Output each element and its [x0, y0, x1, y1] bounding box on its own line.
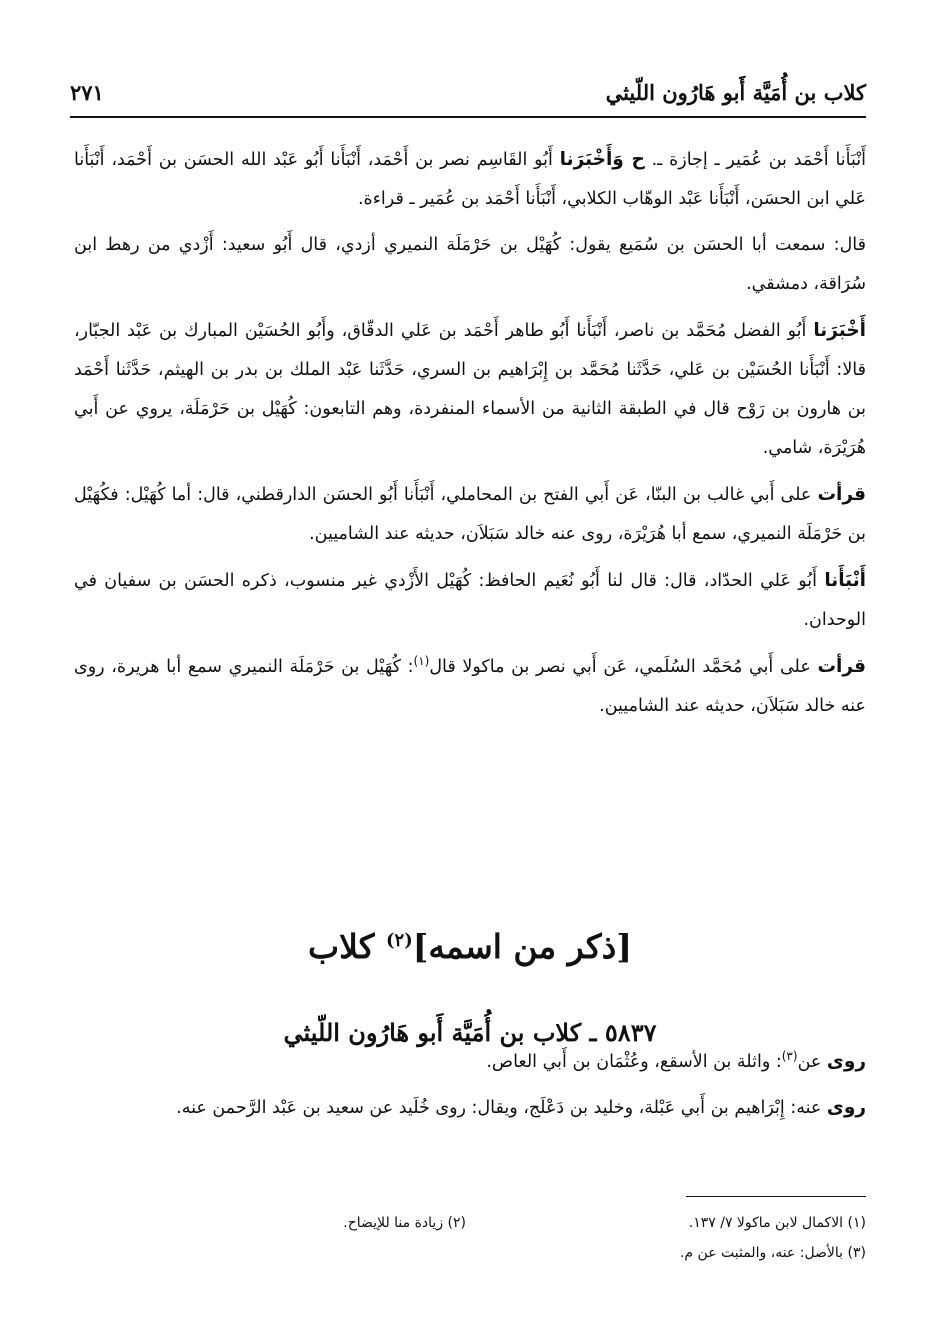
isnad-keyword: قرأت [817, 656, 866, 677]
footnote-ref-2[interactable]: (٢) [386, 930, 413, 952]
narrated-by-label: روى [826, 1097, 866, 1118]
paragraph [74, 561, 866, 640]
paragraph [74, 647, 866, 726]
isnad-keyword: أَخْبَرَنا [813, 320, 866, 341]
section-title [74, 927, 866, 966]
isnad-keyword: ح وَأَخْبَرَنا [559, 149, 645, 170]
entry-title: ٥٨٣٧ ـ كلاب بن أُمَيَّة أَبو هَارُون اللّيثي [283, 1017, 657, 1047]
footnote-divider [686, 1196, 866, 1197]
isnad-keyword: قرأت [817, 484, 866, 505]
section-title-bracket: [ذكر من اسمه] [412, 927, 632, 967]
entry-body [74, 1042, 866, 1134]
paragraph [74, 140, 866, 219]
isnad-keyword: أَنْبَأَنا [824, 570, 866, 591]
entry-narrated-by [74, 1088, 866, 1128]
footnote-1: (١) الاكمال لابن ماكولا ٧/ ١٣٧. [688, 1215, 866, 1231]
footnote-ref[interactable]: (١) [413, 654, 430, 669]
narrated-by-text: عنه: إِبْرَاهيم بن أَبي عَبْلة، وخليد بن دَعْلَج، ويقال: روى خُلَيد عن سعيد بن عَبْد الرَّحمن عنه. [176, 1098, 827, 1118]
paragraph [74, 311, 866, 468]
section-title-name: كلاب [308, 927, 386, 967]
paragraph-text: أَبُو عَلي الحدّاد، قال: قال لنا أَبُو نُعَيم الحافظ: كُهَيْل الأَزْدي غير منسوب، ذكره الحسَن بن سفيان في الوحدان. [74, 571, 866, 630]
entry-narrated-from [74, 1042, 866, 1082]
paragraph [74, 226, 866, 304]
paragraph-text: على أَبي غالب بن البنّا، عَن أَبي الفتح بن المحاملي، أَنْبَأَنا أَبُو الحسَن الدارقطني، قال: أما كُهَيْل: فكُهَيْل بن حَرْمَلَة النميري، سمع أبا هُرَيْرَة، روى عنه خالد سَبَلاَن، حديثه عند الشاميين. [74, 485, 866, 544]
paragraph-text: أَبُو القَاسِم نصر بن أَحْمَد، أَنْبَأَنا أَبُو عَبْد الله الحسَن بن أَحْمَد، أَنْبَأَنا عَلي ابن الحسَن، أَنْبَأَنا عَبْد الوهّاب الكلابي، أَنْبَأَنا أَحْمَد بن عُمَير ـ قراءة. [74, 150, 866, 209]
paragraph-text: على أَبي مُحَمَّد السُلَمي، عَن أَبي نصر بن ماكولا قال [429, 657, 818, 677]
paragraph-text: أَنْبَأَنا أَحْمَد بن عُمَير ـ إجازة ـ. [644, 150, 867, 170]
running-title: كلاب بن أُمَيَّة أَبو هَارُون اللّيثي [605, 80, 866, 105]
footnote-2: (٢) زيادة منا للإيضاح. [343, 1215, 466, 1231]
paragraph-text: أَبُو الفضل مُحَمَّد بن ناصر، أَنْبَأَنا أَبُو طاهر أَحْمَد بن عَلي الدقّاق، وأَبُو الحُسَيْن المبارك بن عَبْد الجبّار، قالا: أَنْبَأَنا الحُسَيْن بن عَلي، حَدَّثَنا مُحَمَّد بن إِبْرَاهيم بن السري، حَدَّثَنا عَبْد الملك بن بدر بن الهيثم، حَدَّثَنا أَحْمَد بن هارون بن رَوْح قال في الطبقة الثانية من الأسماء المنفردة، وهم التابعون: كُهَيْل بن حَرْمَلَة، يروي عن أَبي هُرَيْرَة، شامي. [74, 321, 866, 458]
page-number: ٢٧١ [70, 80, 104, 105]
paragraph [74, 475, 866, 554]
narrated-from-label: روى [826, 1051, 866, 1072]
page-header [70, 72, 866, 118]
footnote-3: (٣) بالأصل: عنه، والمثبت عن م. [679, 1245, 866, 1261]
paragraph-text: : كُهَيْل بن حَرْمَلَة النميري سمع أبا هريرة، روى عنه خالد سَبَلاَن، حديثه عند الشاميين. [74, 657, 866, 716]
narrated-from-text-b: : واثلة بن الأسقع، وعُثْمَان بن أَبي العاص. [486, 1052, 782, 1072]
footnote-ref-3[interactable]: (٣) [781, 1049, 798, 1064]
narrated-from-text-a: عن [797, 1052, 827, 1072]
body-text [74, 140, 866, 733]
paragraph-text: قال: سمعت أبا الحسَن بن سُمَيع يقول: كُهَيْل بن حَرْمَلَة النميري أزدي، قال أَبُو سعيد: أَزْدي من رهط ابن سُرَاقة، دمشقي. [74, 235, 866, 294]
